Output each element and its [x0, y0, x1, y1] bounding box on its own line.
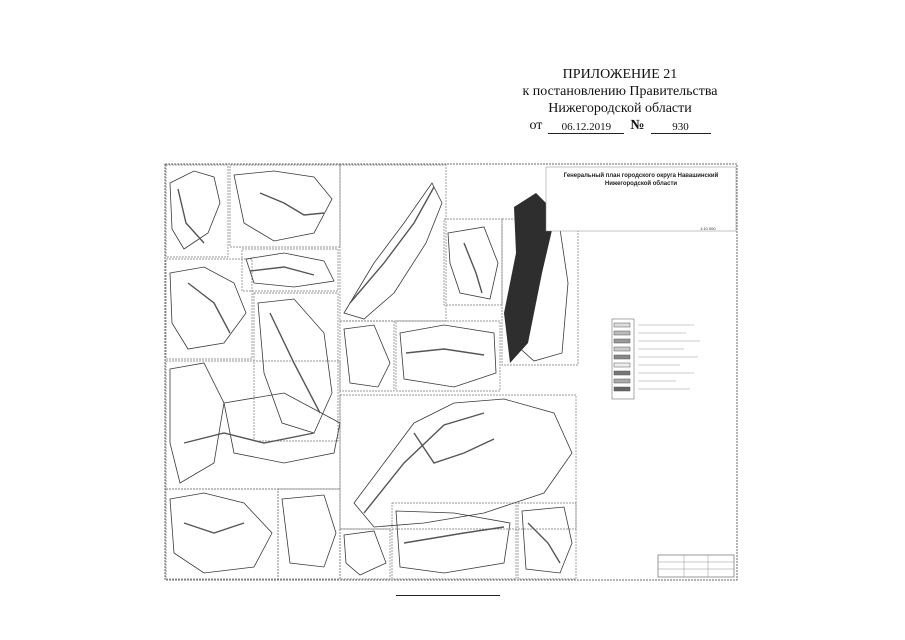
settlement-outline [170, 267, 246, 349]
settlement-outline [344, 325, 390, 387]
legend-swatch [614, 331, 630, 335]
inset-frame [340, 165, 446, 321]
road [406, 349, 484, 355]
settlement-outline [344, 531, 386, 575]
legend-swatch [614, 339, 630, 343]
map-sheet [164, 163, 738, 581]
map-scale: 1:10 000 [700, 226, 716, 231]
resolution-caption: к постановлению Правительства [522, 84, 718, 99]
legend [612, 319, 700, 399]
settlement-outline [400, 325, 496, 387]
road [260, 193, 324, 215]
appendix-header [470, 66, 770, 134]
legend-swatch [614, 363, 630, 367]
legend-text-lines [638, 325, 700, 389]
map-title: Генеральный план городского округа Навашинский Нижегородской области [563, 173, 719, 187]
settlement-outline [170, 171, 220, 249]
inset-frame [166, 489, 278, 579]
settlement-outline [234, 171, 332, 241]
road [178, 189, 204, 243]
settlement-outline [522, 507, 572, 573]
inset-frame [166, 165, 228, 257]
region-caption: Нижегородской области [548, 101, 692, 116]
settlement-outline [354, 399, 572, 527]
road [184, 433, 314, 443]
road [464, 243, 482, 293]
settlement-outline [224, 393, 340, 463]
road [404, 527, 504, 543]
resolution-date: 06.12.2019 [548, 121, 624, 134]
inset-frame [392, 503, 516, 579]
resolution-number: 930 [651, 121, 711, 134]
road [270, 313, 320, 413]
legend-swatch [614, 355, 630, 359]
inset-frame [340, 321, 394, 391]
legend-swatch [614, 371, 630, 375]
inset-frame [518, 503, 576, 579]
settlement-outlines [170, 171, 572, 575]
settlement-outline [170, 493, 272, 573]
footer-line [396, 595, 500, 596]
legend-swatch [614, 347, 630, 351]
settlement-outline [448, 227, 498, 299]
settlement-outline [282, 495, 336, 567]
date-number-line [529, 117, 710, 134]
legend-swatch [614, 379, 630, 383]
inset-frame [166, 361, 340, 489]
road [414, 433, 494, 463]
stamp-block [658, 555, 734, 577]
road [188, 283, 230, 333]
road [184, 523, 244, 533]
settlement-outline [170, 363, 224, 483]
road [350, 187, 434, 303]
legend-swatch [614, 387, 630, 391]
appendix-title: ПРИЛОЖЕНИЕ 21 [562, 67, 678, 82]
number-sign: № [630, 118, 645, 133]
map-sheet-drawing [164, 163, 738, 581]
road [364, 413, 484, 513]
from-label: от [529, 118, 543, 133]
inset-frame [230, 165, 340, 247]
legend-swatch [614, 323, 630, 327]
road [250, 267, 314, 275]
inset-frame [166, 259, 252, 359]
